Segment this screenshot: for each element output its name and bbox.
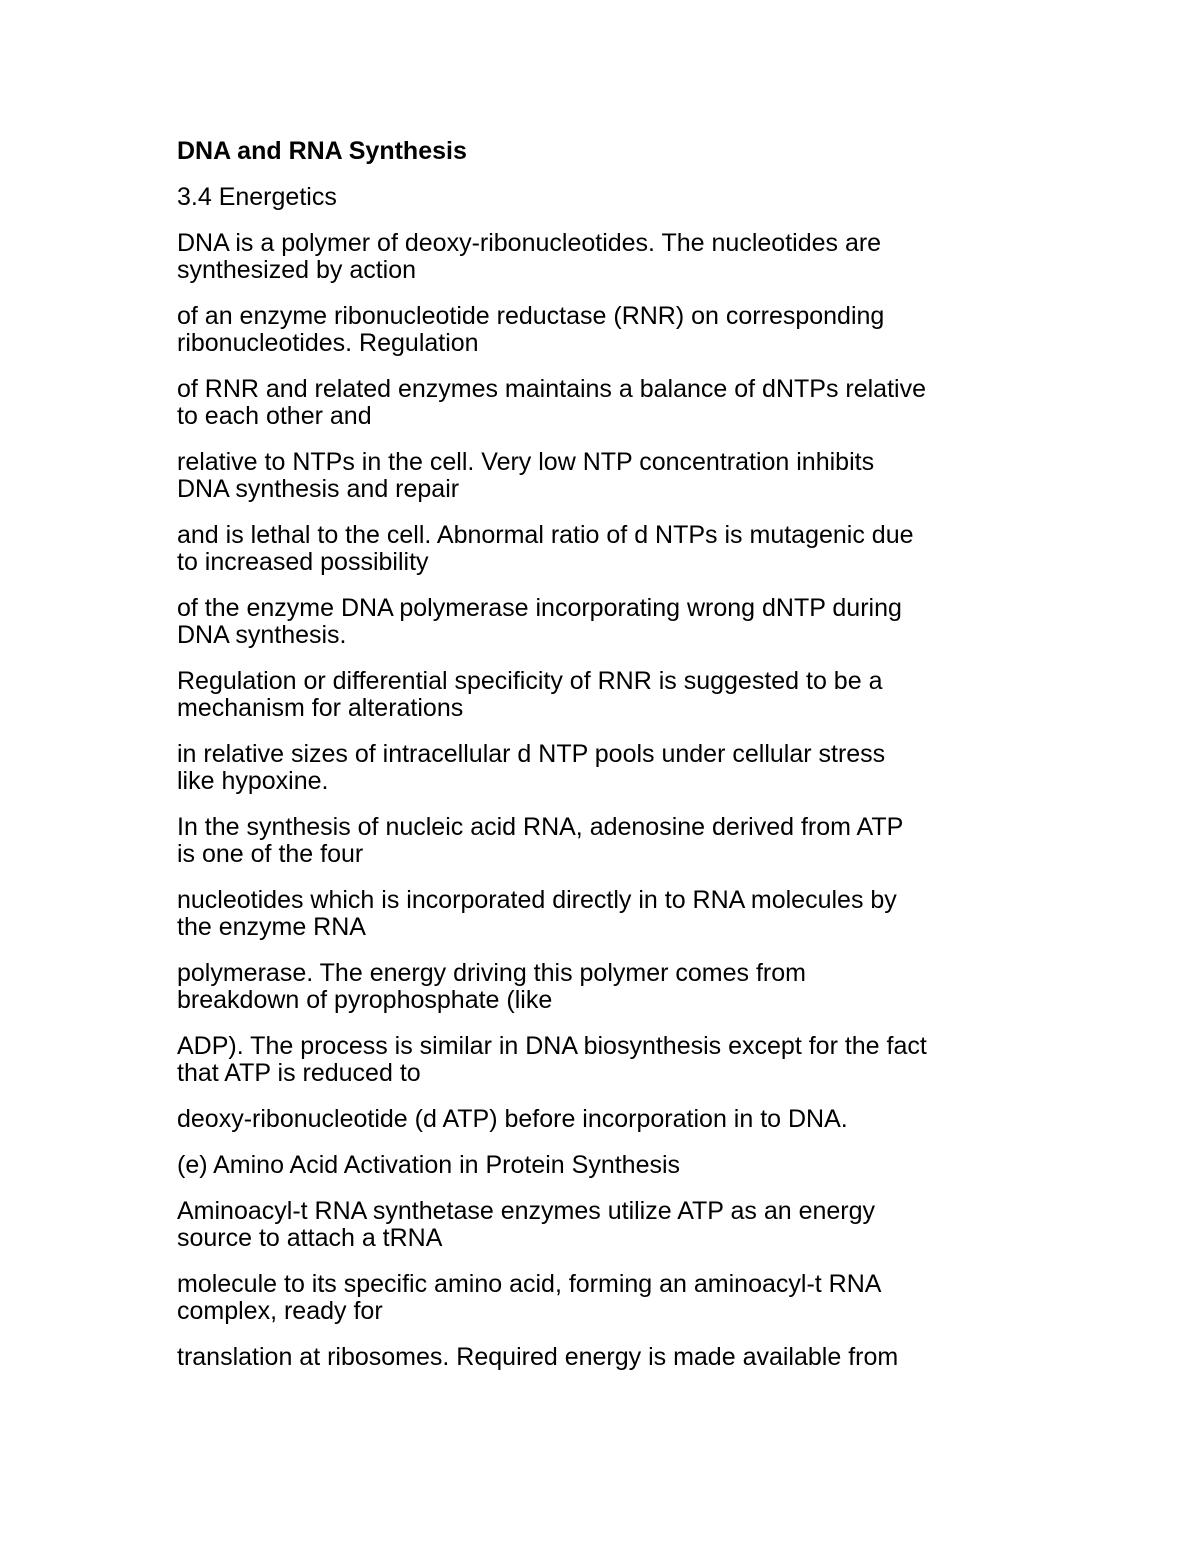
text-line: polymerase. The energy driving this polymer comes from (177, 959, 806, 987)
paragraph (177, 887, 1037, 941)
text-line: DNA synthesis. (177, 621, 347, 649)
paragraph (177, 960, 1037, 1014)
paragraph (177, 668, 1037, 722)
paragraph (177, 1106, 1037, 1133)
text-line: molecule to its specific amino acid, forming an aminoacyl-t RNA (177, 1270, 882, 1298)
text-line: ADP). The process is similar in DNA biosynthesis except for the fact (177, 1032, 927, 1060)
text-line: ribonucleotides. Regulation (177, 329, 479, 357)
text-line: like hypoxine. (177, 767, 329, 795)
paragraph (177, 1152, 1037, 1179)
document-title: DNA and RNA Synthesis (177, 137, 467, 165)
paragraph (177, 376, 1037, 430)
text-line: is one of the four (177, 840, 364, 868)
paragraph (177, 230, 1037, 284)
text-line: relative to NTPs in the cell. Very low NTP concentration inhibits (177, 448, 875, 476)
text-line: that ATP is reduced to (177, 1059, 421, 1087)
text-line: to each other and (177, 402, 372, 430)
text-line: deoxy-ribonucleotide (d ATP) before incorporation in to DNA. (177, 1105, 848, 1133)
text-line: the enzyme RNA (177, 913, 366, 941)
text-line: complex, ready for (177, 1297, 383, 1325)
text-line: (e) Amino Acid Activation in Protein Synthesis (177, 1151, 681, 1179)
paragraph (177, 814, 1037, 868)
text-line: In the synthesis of nucleic acid RNA, adenosine derived from ATP (177, 813, 904, 841)
text-line: DNA is a polymer of deoxy-ribonucleotides. The nucleotides are (177, 229, 882, 257)
paragraph (177, 522, 1037, 576)
text-line: of RNR and related enzymes maintains a balance of dNTPs relative (177, 375, 926, 403)
text-line: to increased possibility (177, 548, 429, 576)
text-line: of an enzyme ribonucleotide reductase (RNR) on corresponding (177, 302, 885, 330)
paragraph (177, 449, 1037, 503)
section-heading: 3.4 Energetics (177, 183, 337, 211)
paragraph (177, 1344, 1037, 1371)
text-line: DNA synthesis and repair (177, 475, 460, 503)
text-line: nucleotides which is incorporated directly in to RNA molecules by (177, 886, 897, 914)
paragraph (177, 1198, 1037, 1252)
document-body (177, 230, 1037, 1371)
text-line: Regulation or differential specificity of RNR is suggested to be a (177, 667, 883, 695)
paragraph (177, 595, 1037, 649)
document-page (177, 132, 1037, 1390)
text-line: synthesized by action (177, 256, 417, 284)
paragraph (177, 303, 1037, 357)
text-line: Aminoacyl-t RNA synthetase enzymes utilize ATP as an energy (177, 1197, 876, 1225)
text-line: translation at ribosomes. Required energy is made available from (177, 1343, 899, 1371)
paragraph (177, 1271, 1037, 1325)
text-line: source to attach a tRNA (177, 1224, 443, 1252)
text-line: and is lethal to the cell. Abnormal ratio of d NTPs is mutagenic due (177, 521, 914, 549)
text-line: in relative sizes of intracellular d NTP pools under cellular stress (177, 740, 886, 768)
text-line: breakdown of pyrophosphate (like (177, 986, 553, 1014)
paragraph (177, 1033, 1037, 1087)
text-line: of the enzyme DNA polymerase incorporating wrong dNTP during (177, 594, 902, 622)
paragraph (177, 741, 1037, 795)
text-line: mechanism for alterations (177, 694, 464, 722)
